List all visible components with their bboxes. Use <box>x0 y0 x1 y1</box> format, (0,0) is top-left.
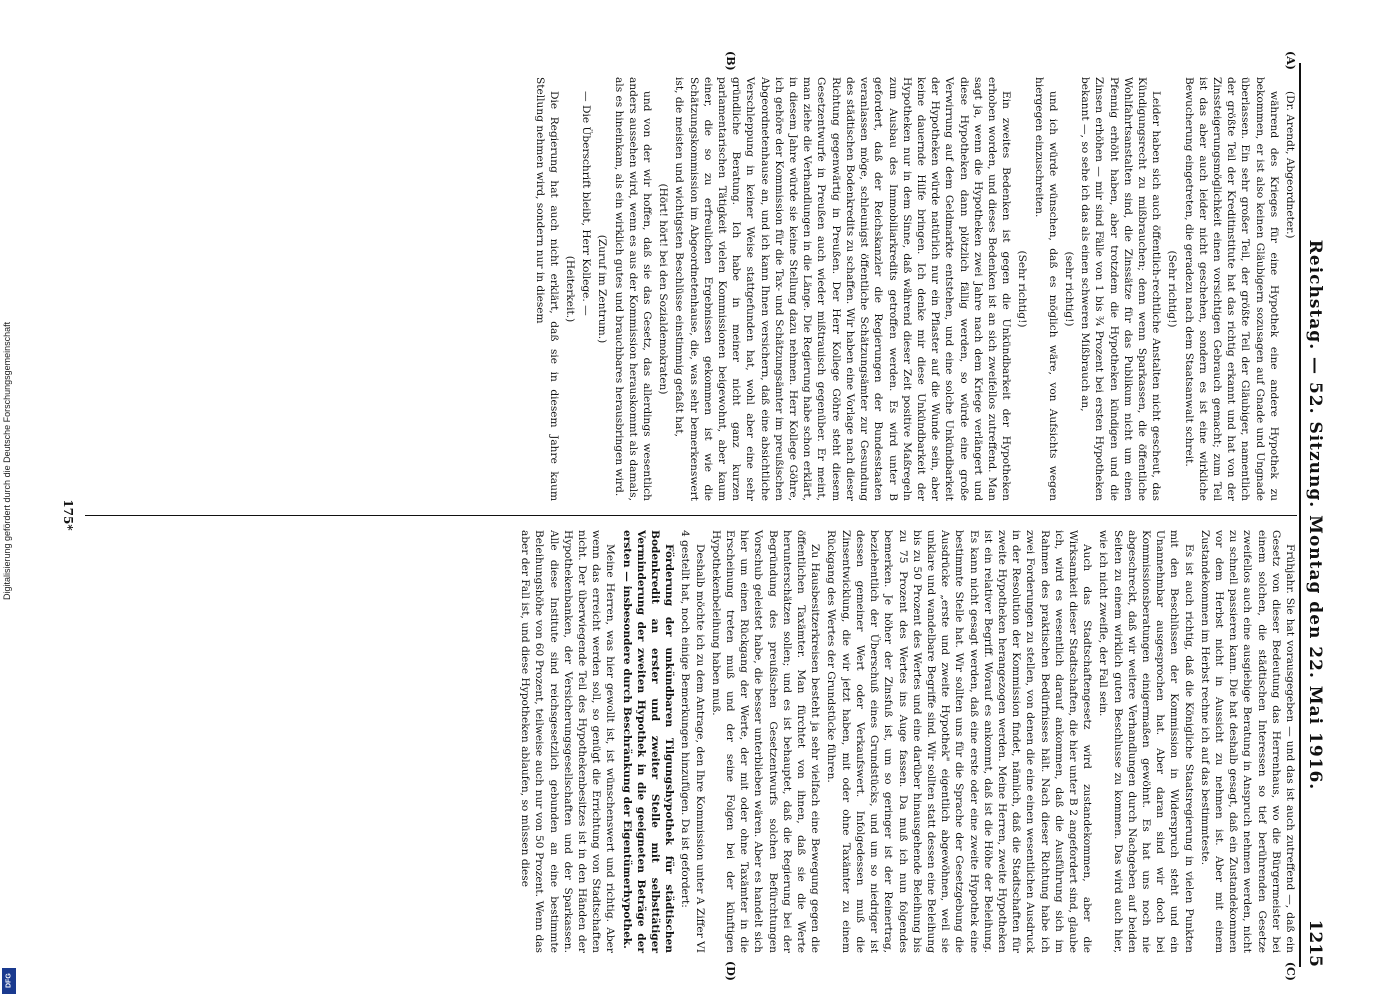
paragraph: und von der wir hoffen, daß sie das Gesetz, das allerdings wesentlich anders aussehen wird, wenn es aus der Kommission herauskommt als damals, als es hineinkam, als ein wirklich gutes und brauchbares herausbringen wird. <box>612 77 654 501</box>
paragraph: (Sehr richtig!) <box>1016 250 1029 328</box>
paragraph: Es ist auch richtig, daß die Königliche Staatsregierung in vielen Punkten mit den Beschlüssen der Kommission in Widerspruch steht und ein Unannehmbar ausgesprochen hat. Aber daran sind wir doch bei Kommissionsberatungen einigermaßen gewöhnt. Es hat uns noch nie abgeschreckt, daß wir weitere Verhandlungen durch Nachgeben auf beiden Seiten zu einem wirklich guten Beschlusse zu kommen. Das wird auch hier, wie ich nicht zweifle, der Fall sein. <box>1097 530 1195 953</box>
page-header <box>1299 63 1339 967</box>
margin-marker-c: (C) <box>1284 961 1297 981</box>
paragraph: (Sehr richtig!) <box>1166 250 1179 328</box>
digitization-credit: Digitalisierung gefördert durch die Deutsche Forschungsgemeinschaft <box>2 321 12 600</box>
page-title: Reichstag. — 52. Sitzung. Montag den 22. Mai 1916. <box>1305 239 1325 791</box>
paragraph: (Hört! hört! bei den Sozialdemokraten) <box>657 183 670 395</box>
paragraph: (sehr richtig!) <box>1062 251 1075 327</box>
text-columns <box>85 51 1297 981</box>
page-number: 1215 <box>1305 919 1325 967</box>
paragraph: Leider haben sich auch öffentlich-rechtliche Anstalten nicht gescheut, das Kündigungsrecht zu mißbrauchen; denn wenn Sparkassen, die öffentliche Wohlfahrtsanstalten sind, die Zinssätze für das Publikum nicht um einen Pfennig erhöht haben, aber trotzdem die Hypotheken kündigen und die Zinsen erhöhen — mir sind Fälle von 1 bis ¾ Prozent bei ersten Hypotheken bekannt —, so sehe ich das als einen schweren Mißbrauch an, <box>1079 77 1163 501</box>
paragraph: (Zuruf im Zentrum.) <box>596 234 609 344</box>
paragraph: Förderung der unkündbaren Tilgungshypothek für städtischen Bodenkredit an erster und zweiter Stelle mit selbsttätiger Verminderung der zweiten Hypothek in die geeigneten Beträge der ersten — insbesondere durch Beschränkung der Eigentümerhypothek. <box>620 530 676 953</box>
margin-marker-b: (B) <box>724 51 737 71</box>
margin-marker-d: (D) <box>724 961 737 981</box>
scanned-page <box>55 45 1345 985</box>
right-column <box>85 515 1297 981</box>
paragraph: Ein zweites Bedenken ist gegen die Unkündbarkeit der Hypotheken erhoben worden, und dieses Bedenken ist an sich zweifellos zutreffend. Man sagt ja, wenn die Hypotheken zwei Jahre nach dem Kriege verlängert und diese Hypotheken dann plötzlich fällig werden, so würde eine große Verwirrung auf dem Geldmarkte entstehen, und eine solche Unkündbarkeit der Hypotheken würde natürlich nur ein Pflaster auf die Wunde sein, aber keine dauernde Hilfe bringen. Ich denke mir diese Unkündbarkeit der Hypotheken nur in dem Sinne, daß während dieser Zeit positive Maßregeln zum Ausbau des Immobiliarkredits getroffen werden. Es wird unter B gefordert, daß der Reichskanzler die Regierungen der Bundesstaaten veranlassen möge, schleunigst öffentliche Schätzungsämter zur Gesundung des städtischen Bodenkredits zu schaffen. Wir haben eine Vorlage nach dieser Richtung gegenwärtig in Preußen. Der Herr Kollege Göhre steht diesem Gesetzentwurfe in Preußen auch wieder mißtrauisch gegenüber. Er meint, man ziehe die Verhandlungen in die Länge. Die Regierung habe schon erklärt, in diesem Jahre würde sie keine Stellung dazu nehmen. Herr Kollege Göhre, ich gehöre der Kommission für die Tax- und Schätzungsämter im preußischen Abgeordnetenhause an, und ich kann Ihnen versichern, daß eine absichtliche Verschleppung in keiner Weise stattgefunden hat, wohl aber eine sehr gründliche Beratung. Ich habe in meiner nicht ganz kurzen parlamentarischen Tätigkeit vielen Kommissionen beigewohnt, aber kaum einer, die so zu erfreulichen Ergebnissen gekommen ist wie die Schätzungskommission im Abgeordnetenhause, die, was sehr bemerkenswert ist, die meisten und wichtigsten Beschlüsse einstimmig gefaßt hat, <box>673 77 1013 501</box>
paragraph: und ich würde wünschen, daß es möglich wäre, von Aufsichts wegen hiergegen einzuschreiten. <box>1032 77 1059 501</box>
left-column <box>85 51 1297 515</box>
sheet-number: 175* <box>61 499 75 531</box>
paragraph: Zu Hausbesitzerkreisen besteht ja sehr vielfach eine Bewegung gegen die öffentlichen Taxämter. Man fürchtet von ihnen, daß sie die Werte herunterschätzen sollen; und es ist behauptet, daß die Regierung bei der Begründung des preußischen Gesetzentwurfs solchen Befürchtungen Vorschub geleistet habe, die besser unterblieben wären. Aber es handelt sich hier um einen Rückgang der Werte, der mit oder ohne Taxämter in die Erscheinung treten muß und der seine Folgen bei der künftigen Hypothekenbeleihung haben muß. <box>709 530 822 953</box>
paragraph: (Heiterkeit.) <box>564 255 577 323</box>
paragraph: — Die Überschrift bleibt, Herr Kollege. — <box>580 91 593 316</box>
paragraph: Deshalb möchte ich zu dem Antrage, den Ihre Kommission unter A Ziffer VI 4 gestellt hat, noch einige Bemerkungen hinzufügen. Da ist gefordert: <box>679 530 706 953</box>
paragraph: Auch das Stadtschaftengesetz wird zustandekommen, aber die Wirksamkeit dieser Stadtschaften, die hier unter B 2 angefordert sind, glaube ich, wird es wesentlich darauf ankommen, daß die Ausführung sich im Rahmen des praktischen Bedürfnisses hält. Nach dieser Richtung habe ich zwei Forderungen zu stellen, von denen die eine einen wesentlichen Ausdruck in der Resolution der Kommission findet, nämlich, daß die Stadtschaften für zweite Hypotheken herangezogen werden. Meine Herren, zweite Hypotheken ist ein relativer Begriff. Worauf es ankommt, daß ist die Höhe der Beleihung. Es kann nicht gesagt werden, daß eine erste oder eine zweite Hypothek eine bestimmte Stelle hat. Wir sollten uns für die Sprache der Gesetzgebung die Ausdrücke „erste und zweite Hypothek" eigentlich abgewöhnen, weil sie unklare und wandelbare Begriffe sind. Wir sollten statt dessen eine Beleihung bis zu 50 Prozent des Wertes und eine darüber hinausgehende Beleihung bis zu 75 Prozent des Wertes ins Auge fassen. Da muß ich nun folgendes bemerken. Je höher der Zinsfuß ist, um so geringer ist der Reinertrag, beziehentlich der Überschuß eines Grundstücks, und um so niedriger ist dessen gemeiner Wert oder Verkaufswert. Infolgedessen muß die Zinsentwicklung, die wir jetzt haben, mit oder ohne Taxämter zu einem Rückgang des Wertes der Grundstücke führen. <box>825 530 1094 953</box>
paragraph: Meine Herren, was hier gewollt ist, ist wünschenswert und richtig. Aber wenn das erreicht werden soll, so genügt die Errichtung von Stadtschaften nicht. Der überwiegende Teil des Hypothekenbesitzes ist in den Händen der Hypothekenbanken, der Versicherungsgesellschaften und der Sparkassen. Alle diese Institute sind reichsgesetzlich gebunden an eine bestimmte Beleihungshöhe von 60 Prozent, teilweise auch nur von 50 Prozent. Wenn das aber der Fall ist, und diese Hypotheken ablaufen, so müssen diese <box>519 530 617 953</box>
paragraph: Frühjahr. Sie hat vorausgegeben — und das ist auch zutreffend —, daß ein Gesetz von dieser Bedeutung das Herrenhaus, wo die Bürgermeister bei einem solchen, die städtischen Interessen so tief berührenden Gesetze zweifellos auch eine ausgiebige Beratung in Anspruch nehmen werden, nicht zu schnell passieren kann. Die hat deshalb gesagt, daß ein Zustandekommen vor dem Herbst nicht in Aussicht zu nehmen ist. Aber mit einem Zustandekommen im Herbst rechne ich auf das bestimmteste. <box>1198 530 1296 953</box>
margin-marker-a: (A) <box>1284 51 1297 70</box>
paragraph: Die Regierung hat auch nicht erklärt, daß sie in diesem Jahre kaum Stellung nehmen wird, sondern nur in diesem <box>533 77 560 501</box>
dfg-logo: DFG <box>2 968 16 994</box>
paragraph: während des Krieges für eine Hypothek eine andere Hypothek zu bekommen, er ist also keinen Gläubigern sozusagen auf Gnade und Ungnade überlassen. Ein sehr großer Teil, der größte Teil der Gläubiger, namentlich der größte Teil der Kreditinstitute hat das richtig erkannt und hat von der Zinssteigerungsmöglichkeit einen vorsichtigen Gebrauch gemacht; zum Teil ist das aber auch leider nicht geschehen, sondern es ist eine wirkliche Bewucherung eingetreten, die geradezu nach dem Staatsanwalt schreit. <box>1182 77 1280 501</box>
paragraph: (Dr. Arendt, Abgeordneter.) <box>1284 91 1296 239</box>
